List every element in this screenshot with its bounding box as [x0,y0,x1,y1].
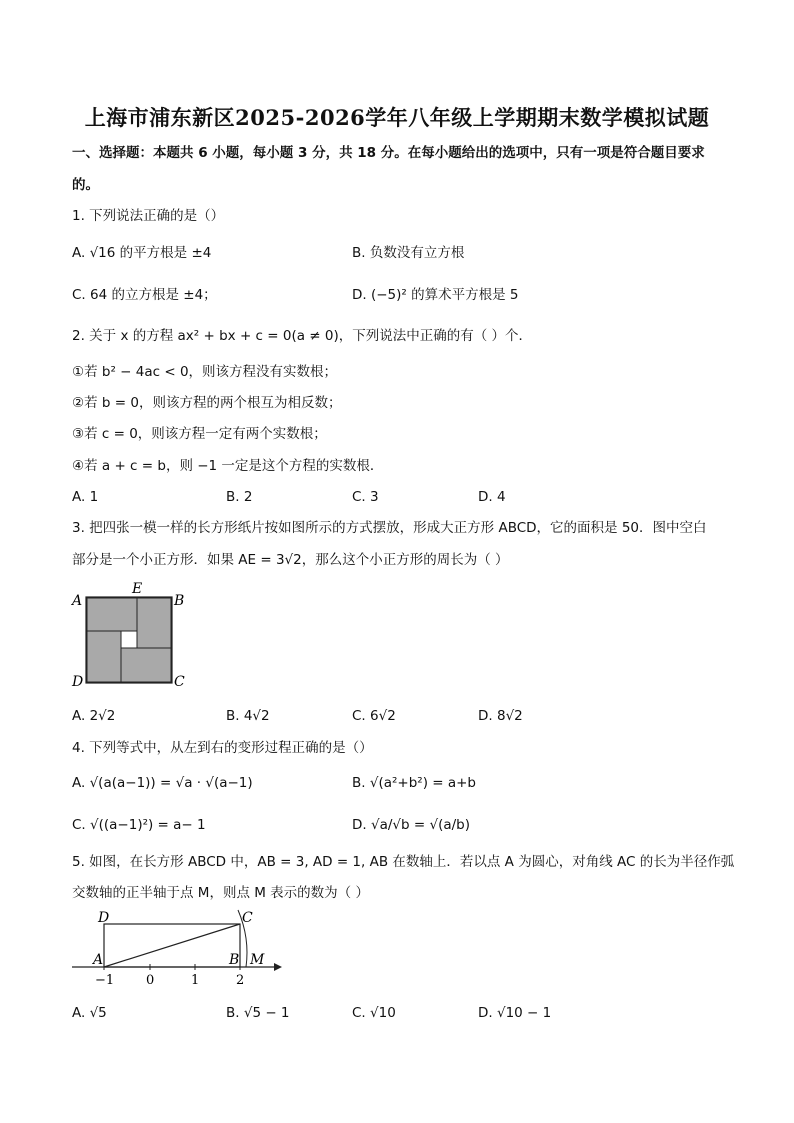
q2-option-b: B. 2 [226,489,253,505]
q4-option-d: D. √a/√b = √(a/b) [352,817,470,833]
tick-label-0: 0 [146,973,155,988]
label-m: M [250,952,265,968]
square-tiling-figure [68,576,198,692]
section-heading-line2: 的。 [72,177,99,193]
question-3-stem-line1: 3. 把四张一模一样的长方形纸片按如图所示的方式摆放，形成大正方形 ABCD，它的面积是 50．图中空白 [72,520,707,536]
q5-option-a: A. √5 [72,1005,107,1021]
label-d: D [98,910,110,926]
q1-option-b: B. 负数没有立方根 [352,245,465,261]
number-line-figure [68,905,288,990]
q2-item-1: ①若 b² − 4ac < 0，则该方程没有实数根； [72,364,338,380]
q2-item-3: ③若 c = 0，则该方程一定有两个实数根； [72,426,327,442]
axis-arrow [274,963,282,971]
q2-item-2: ②若 b = 0，则该方程的两个根互为相反数； [72,395,342,411]
label-c: C [174,674,185,690]
question-5-stem-line1: 5. 如图，在长方形 ABCD 中，AB = 3, AD = 1, AB 在数轴上．若以点 A 为圆心，对角线 AC 的长为半径作弧 [72,854,735,870]
rectangle-top-right [137,598,171,648]
q4-option-b: B. √(a²+b²) = a+b [352,775,477,791]
q4-option-a: A. √(a(a−1)) = √a · √(a−1) [72,775,253,791]
rectangle-top-left [87,598,137,631]
q3-option-a: A. 2√2 [72,708,116,724]
question-2-stem: 2. 关于 x 的方程 ax² + bx + c = 0(a ≠ 0)，下列说法中正确的有（ ）个． [72,328,533,344]
q3-option-c: C. 6√2 [352,708,396,724]
diagonal-ac [104,924,240,967]
page-title: 上海市浦东新区2025-2026学年八年级上学期期末数学模拟试题 [84,105,710,130]
q3-option-d: D. 8√2 [478,708,523,724]
q5-option-b: B. √5 − 1 [226,1005,290,1021]
tick-label-minus-1: −1 [95,973,115,988]
label-d: D [72,674,84,690]
q3-option-b: B. 4√2 [226,708,270,724]
q1-option-c: C. 64 的立方根是 ±4； [72,287,217,303]
q5-option-c: C. √10 [352,1005,396,1021]
label-b: B [174,593,185,609]
q4-option-c: C. √((a−1)²) = a− 1 [72,817,206,833]
label-e: E [132,581,143,597]
small-blank-square [121,631,137,648]
rectangle-bottom-left [87,631,121,682]
q1-option-d: D. (−5)² 的算术平方根是 5 [352,287,519,303]
q2-option-d: D. 4 [478,489,506,505]
label-c: C [242,910,253,926]
label-a: A [93,952,104,968]
label-a: A [72,593,83,609]
q2-option-c: C. 3 [352,489,379,505]
question-1-stem: 1. 下列说法正确的是（） [72,208,225,224]
q2-item-4: ④若 a + c = b，则 −1 一定是这个方程的实数根． [72,458,384,474]
label-b: B [229,952,240,968]
question-4-stem: 4. 下列等式中，从左到右的变形过程正确的是（） [72,740,373,756]
q2-option-a: A. 1 [72,489,99,505]
q1-option-a: A. √16 的平方根是 ±4 [72,245,212,261]
tick-label-2: 2 [236,973,245,988]
question-5-stem-line2: 交数轴的正半轴于点 M，则点 M 表示的数为（ ） [72,885,369,901]
rectangle-bottom-right [121,648,171,682]
section-heading-line1: 一、选择题：本题共 6 小题，每小题 3 分，共 18 分。在每小题给出的选项中，只有一项是符合题目要求 [72,145,705,161]
q5-option-d: D. √10 − 1 [478,1005,552,1021]
tick-label-1: 1 [191,973,200,988]
question-3-stem-line2: 部分是一个小正方形．如果 AE = 3√2，那么这个小正方形的周长为（ ） [72,552,509,568]
